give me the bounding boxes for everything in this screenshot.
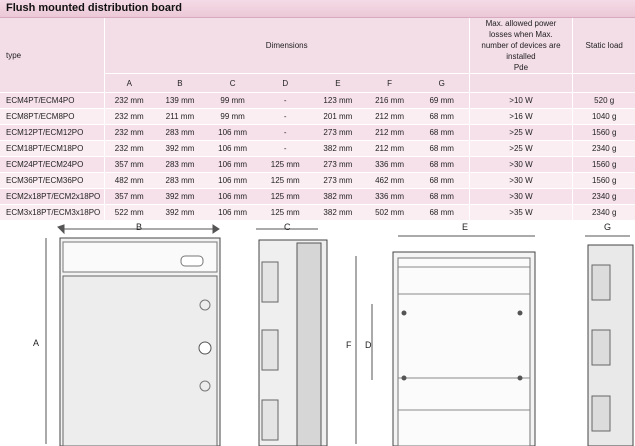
- table-row: [0, 141, 635, 157]
- cell-g: 68 mm: [415, 157, 469, 173]
- table-row: [0, 173, 635, 189]
- cell-e: 273 mm: [312, 157, 365, 173]
- dimensions-table: [0, 18, 635, 221]
- header-load-spacer: [573, 74, 635, 93]
- header-col-g: G: [415, 74, 469, 93]
- cell-g: 68 mm: [415, 173, 469, 189]
- header-col-f: F: [364, 74, 415, 93]
- cell-type: ECM24PT/ECM24PO: [0, 157, 104, 173]
- cell-d: -: [259, 125, 312, 141]
- cell-c: 106 mm: [206, 173, 259, 189]
- cell-b: 283 mm: [154, 157, 207, 173]
- cell-pde: >30 W: [469, 173, 573, 189]
- dimension-drawings: [0, 210, 635, 446]
- header-power: [469, 18, 573, 74]
- cell-type: ECM2x18PT/ECM2x18PO: [0, 189, 104, 205]
- cell-e: 382 mm: [312, 205, 365, 221]
- dimension-label-a: A: [33, 338, 40, 348]
- table-row: [0, 189, 635, 205]
- cell-g: 68 mm: [415, 205, 469, 221]
- cell-f: 216 mm: [364, 93, 415, 109]
- title-bar: [0, 0, 635, 18]
- cell-f: 212 mm: [364, 125, 415, 141]
- table-row: [0, 109, 635, 125]
- cell-b: 211 mm: [154, 109, 207, 125]
- edge-view-drawing: [585, 236, 633, 446]
- cell-load: 520 g: [573, 93, 635, 109]
- cell-d: -: [259, 93, 312, 109]
- cell-b: 283 mm: [154, 173, 207, 189]
- cell-d: 125 mm: [259, 173, 312, 189]
- cell-load: 1040 g: [573, 109, 635, 125]
- cell-f: 336 mm: [364, 157, 415, 173]
- cell-e: 201 mm: [312, 109, 365, 125]
- header-static-load: Static load: [573, 18, 635, 74]
- cell-e: 273 mm: [312, 125, 365, 141]
- cell-a: 232 mm: [104, 125, 153, 141]
- cell-b: 392 mm: [154, 205, 207, 221]
- cell-c: 106 mm: [206, 205, 259, 221]
- cell-f: 212 mm: [364, 141, 415, 157]
- cell-load: 2340 g: [573, 205, 635, 221]
- header-col-c: C: [206, 74, 259, 93]
- header-col-a: A: [104, 74, 153, 93]
- cell-d: 125 mm: [259, 205, 312, 221]
- cell-type: ECM8PT/ECM8PO: [0, 109, 104, 125]
- dimension-label-e: E: [462, 222, 469, 232]
- cell-b: 392 mm: [154, 141, 207, 157]
- cell-c: 106 mm: [206, 141, 259, 157]
- cell-c: 106 mm: [206, 157, 259, 173]
- cell-g: 68 mm: [415, 109, 469, 125]
- cell-type: ECM36PT/ECM36PO: [0, 173, 104, 189]
- cell-a: 232 mm: [104, 93, 153, 109]
- cell-c: 106 mm: [206, 189, 259, 205]
- cell-pde: >16 W: [469, 109, 573, 125]
- dimension-label-f: F: [346, 340, 352, 350]
- cell-e: 382 mm: [312, 141, 365, 157]
- cell-c: 99 mm: [206, 109, 259, 125]
- cell-type: ECM18PT/ECM18PO: [0, 141, 104, 157]
- header-power-text: Max. allowed power losses when Max. number of devices are installed: [481, 19, 561, 61]
- cell-load: 2340 g: [573, 141, 635, 157]
- header-col-b: B: [154, 74, 207, 93]
- cell-pde: >25 W: [469, 141, 573, 157]
- cell-e: 123 mm: [312, 93, 365, 109]
- header-col-e: E: [312, 74, 365, 93]
- page-title: Flush mounted distribution board: [6, 2, 182, 14]
- cell-a: 232 mm: [104, 109, 153, 125]
- cell-type: ECM3x18PT/ECM3x18PO: [0, 205, 104, 221]
- header-type: type: [0, 18, 104, 93]
- cell-c: 106 mm: [206, 125, 259, 141]
- cell-d: -: [259, 141, 312, 157]
- cell-pde: >10 W: [469, 93, 573, 109]
- header-dimensions: Dimensions: [104, 18, 469, 74]
- cell-d: 125 mm: [259, 189, 312, 205]
- cell-load: 1560 g: [573, 173, 635, 189]
- cell-a: 357 mm: [104, 157, 153, 173]
- side-view-drawing: [256, 229, 327, 446]
- dimension-label-c: C: [284, 222, 291, 232]
- rear-view-drawing: [356, 236, 535, 446]
- cell-pde: >30 W: [469, 189, 573, 205]
- cell-type: ECM12PT/ECM12PO: [0, 125, 104, 141]
- cell-a: 522 mm: [104, 205, 153, 221]
- header-power-sub: Pde: [513, 63, 529, 72]
- cell-pde: >35 W: [469, 205, 573, 221]
- cell-load: 1560 g: [573, 157, 635, 173]
- cell-e: 273 mm: [312, 173, 365, 189]
- cell-a: 357 mm: [104, 189, 153, 205]
- cell-g: 68 mm: [415, 125, 469, 141]
- cell-d: 125 mm: [259, 157, 312, 173]
- front-view-drawing: [46, 225, 220, 446]
- dimension-label-d: D: [365, 340, 372, 350]
- cell-f: 502 mm: [364, 205, 415, 221]
- cell-b: 392 mm: [154, 189, 207, 205]
- cell-b: 139 mm: [154, 93, 207, 109]
- table-row: [0, 157, 635, 173]
- dimension-label-b: B: [136, 222, 143, 232]
- cell-c: 99 mm: [206, 93, 259, 109]
- cell-pde: >25 W: [469, 125, 573, 141]
- cell-load: 1560 g: [573, 125, 635, 141]
- table-header-row: [0, 18, 635, 74]
- cell-g: 68 mm: [415, 141, 469, 157]
- header-power-spacer: [469, 74, 573, 93]
- cell-g: 68 mm: [415, 189, 469, 205]
- dimension-label-g: G: [604, 222, 612, 232]
- cell-b: 283 mm: [154, 125, 207, 141]
- cell-f: 336 mm: [364, 189, 415, 205]
- table-row: [0, 125, 635, 141]
- header-col-d: D: [259, 74, 312, 93]
- cell-f: 462 mm: [364, 173, 415, 189]
- cell-a: 482 mm: [104, 173, 153, 189]
- cell-pde: >30 W: [469, 157, 573, 173]
- cell-g: 69 mm: [415, 93, 469, 109]
- cell-a: 232 mm: [104, 141, 153, 157]
- cell-e: 382 mm: [312, 189, 365, 205]
- cell-d: -: [259, 109, 312, 125]
- table-row: [0, 93, 635, 109]
- cell-load: 2340 g: [573, 189, 635, 205]
- cell-type: ECM4PT/ECM4PO: [0, 93, 104, 109]
- cell-f: 212 mm: [364, 109, 415, 125]
